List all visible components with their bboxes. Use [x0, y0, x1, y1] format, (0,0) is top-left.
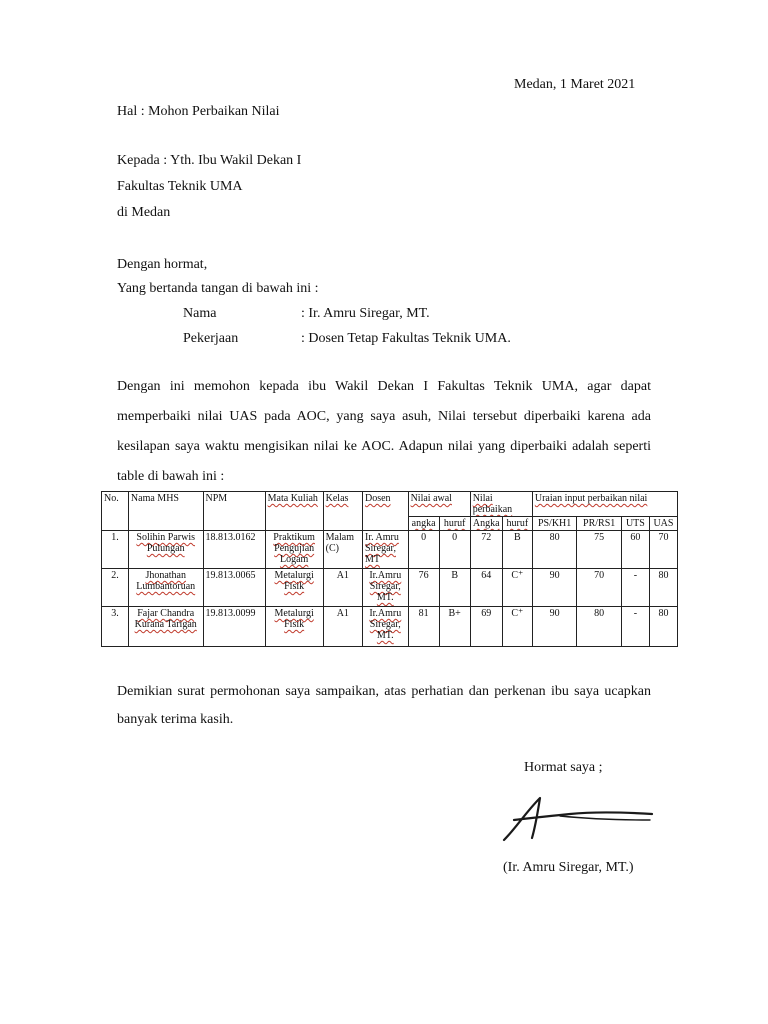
- cell-nama: [128, 607, 203, 647]
- subheader-huruf: [439, 517, 470, 531]
- cell-dosen-text: Ir. Amru Siregar, MT: [365, 532, 399, 565]
- cell-perb-huruf: C⁺: [502, 607, 532, 647]
- closing-paragraph: Demikian surat permohonan saya sampaikan, atas perhatian dan perkenan ibu saya ucapkan banyak terima kasih.: [117, 684, 651, 727]
- header-uraian: [532, 492, 677, 517]
- header-kelas-text: Kelas: [325, 493, 349, 504]
- header-kelas: [323, 492, 362, 531]
- header-no: No.: [102, 492, 129, 531]
- header-nilai-awal: [408, 492, 470, 517]
- cell-awal-angka: 0: [408, 531, 439, 569]
- cell-nama-text: Fajar Chandra Kurana Tarigan: [134, 608, 197, 630]
- cell-mata-kuliah: [265, 607, 323, 647]
- header-nilai-perbaikan: [470, 492, 532, 517]
- closing-salutation: Hormat saya ;: [524, 760, 603, 775]
- cell-pskh1: 90: [532, 607, 577, 647]
- subheader-prrs1: PR/RS1: [577, 517, 622, 531]
- cell-nama-text: Solihin Parwis Pulungan: [136, 532, 196, 554]
- table-row: [102, 569, 678, 607]
- cell-perb-angka: 72: [470, 531, 502, 569]
- subheader-angka: [408, 517, 439, 531]
- cell-nama: [128, 569, 203, 607]
- cell-dosen: [363, 607, 409, 647]
- subheader-uts: UTS: [621, 517, 649, 531]
- name-label: Nama: [183, 306, 217, 321]
- cell-uas: 80: [649, 569, 677, 607]
- cell-uas: 70: [649, 531, 677, 569]
- cell-awal-angka: 81: [408, 607, 439, 647]
- greeting: Dengan hormat,: [117, 257, 208, 272]
- job-label: Pekerjaan: [183, 331, 239, 346]
- cell-prrs1: 80: [577, 607, 622, 647]
- cell-npm: 18.813.0162: [203, 531, 265, 569]
- signature-image: [500, 790, 660, 850]
- intro-line: Yang bertanda tangan di bawah ini :: [117, 281, 319, 296]
- cell-perb-angka: 64: [470, 569, 502, 607]
- recipient-line-3: di Medan: [117, 205, 171, 220]
- cell-prrs1: 70: [577, 569, 622, 607]
- cell-uas: 80: [649, 607, 677, 647]
- cell-no: 1.: [102, 531, 129, 569]
- header-mata-kuliah: [265, 492, 323, 531]
- cell-awal-huruf: B: [439, 569, 470, 607]
- header-mata-kuliah-text: Mata Kuliah: [267, 493, 318, 504]
- cell-dosen: [363, 569, 409, 607]
- cell-uts: -: [621, 607, 649, 647]
- cell-awal-angka: 76: [408, 569, 439, 607]
- cell-nama-text: Jhonathan Lumbantoruan: [136, 570, 196, 592]
- cell-kelas: Malam (C): [323, 531, 362, 569]
- subheader-pskh1: PS/KH1: [532, 517, 577, 531]
- cell-pskh1: 80: [532, 531, 577, 569]
- name-value: : Ir. Amru Siregar, MT.: [301, 306, 430, 321]
- letter-date: Medan, 1 Maret 2021: [514, 77, 636, 92]
- subheader-uas: UAS: [649, 517, 677, 531]
- header-nama: Nama MHS: [128, 492, 203, 531]
- table-header-row: [102, 492, 678, 517]
- cell-no: 3.: [102, 607, 129, 647]
- cell-kelas: A1: [323, 607, 362, 647]
- cell-perb-angka: 69: [470, 607, 502, 647]
- cell-mata-kuliah: [265, 531, 323, 569]
- cell-dosen-text: Ir.Amru Siregar, MT.: [369, 608, 402, 641]
- header-nilai-awal-text: Nilai awal: [410, 493, 452, 504]
- cell-dosen-text: Ir.Amru Siregar, MT.: [369, 570, 402, 603]
- cell-npm: 19.813.0065: [203, 569, 265, 607]
- cell-awal-huruf: 0: [439, 531, 470, 569]
- cell-mata-kuliah-text: Praktikum Pengujian Logam: [273, 532, 315, 565]
- letter-subject: Hal : Mohon Perbaikan Nilai: [117, 104, 280, 119]
- table-row: [102, 531, 678, 569]
- cell-awal-huruf: B+: [439, 607, 470, 647]
- body-paragraph: Dengan ini memohon kepada ibu Wakil Dekan I Fakultas Teknik UMA, agar dapat memperbaiki nilai UAS pada AOC, yang saya asuh, Nilai tersebut diperbaiki karena ada kesilapan saya waktu mengisikan nilai ke AOC. Adapun nilai yang diperbaiki adalah seperti table di bawah ini :: [117, 379, 651, 484]
- subheader-huruf-perbaikan: [502, 517, 532, 531]
- subheader-huruf-text: huruf: [443, 518, 466, 529]
- signer-name: (Ir. Amru Siregar, MT.): [503, 860, 634, 875]
- subheader-huruf-perbaikan-text: huruf: [506, 518, 529, 529]
- header-nilai-perbaikan-text: Nilai perbaikan: [472, 493, 513, 515]
- cell-npm: 19.813.0099: [203, 607, 265, 647]
- header-uraian-text: Uraian input perbaikan nilai: [534, 493, 648, 504]
- job-value: : Dosen Tetap Fakultas Teknik UMA.: [301, 331, 511, 346]
- cell-nama: [128, 531, 203, 569]
- grade-table: [101, 491, 678, 647]
- header-npm: NPM: [203, 492, 265, 531]
- cell-prrs1: 75: [577, 531, 622, 569]
- cell-perb-huruf: C⁺: [502, 569, 532, 607]
- header-dosen-text: Dosen: [365, 493, 391, 504]
- cell-perb-huruf: B: [502, 531, 532, 569]
- cell-uts: -: [621, 569, 649, 607]
- recipient-line-2: Fakultas Teknik UMA: [117, 179, 243, 194]
- cell-no: 2.: [102, 569, 129, 607]
- recipient-line-1: Kepada : Yth. Ibu Wakil Dekan I: [117, 153, 302, 168]
- table-row: [102, 607, 678, 647]
- subheader-angka-perbaikan-text: Angka: [472, 518, 500, 529]
- cell-uts: 60: [621, 531, 649, 569]
- cell-pskh1: 90: [532, 569, 577, 607]
- subheader-angka-perbaikan: [470, 517, 502, 531]
- cell-dosen: [363, 531, 409, 569]
- header-dosen: [363, 492, 409, 531]
- cell-mata-kuliah: [265, 569, 323, 607]
- cell-kelas: A1: [323, 569, 362, 607]
- subheader-angka-text: angka: [411, 518, 436, 529]
- cell-mata-kuliah-text: Metalurgi Fisik: [274, 570, 314, 592]
- cell-mata-kuliah-text: Metalurgi Fisik: [274, 608, 314, 630]
